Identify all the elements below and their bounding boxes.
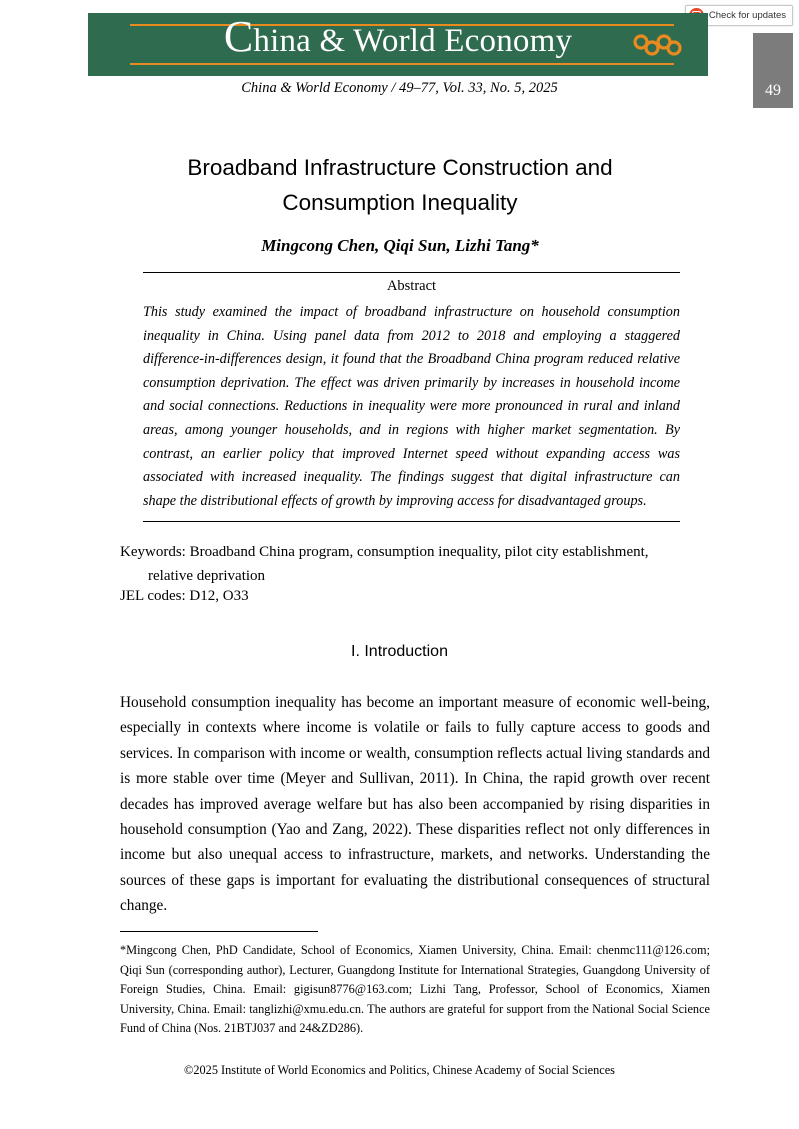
body-paragraph-1: Household consumption inequality has become an important measure of economic well-being, especially in contexts where income is volatile or fails to fully capture access to goods and services. In comparison with income or wealth, consumption reflects actual living standards and is more stable over time (Meyer and Sullivan, 2011). In China, the rapid growth over recent decades has improved average welfare but has also been accompanied by rising disparities in household consumption (Yao and Zang, 2022). These disparities reflect not only differences in income but also unequal access to infrastructure, markets, and networks. Understanding the sources of these gaps is important for evaluating the distributional consequences of structural change.	[120, 694, 710, 915]
footnote-separator	[120, 931, 318, 932]
check-for-updates-label: Check for updates	[708, 10, 786, 21]
title-block	[120, 150, 680, 256]
knot-logo-icon	[628, 33, 684, 59]
abstract-section	[143, 272, 680, 522]
journal-masthead	[88, 13, 708, 76]
copyright-footer: ©2025 Institute of World Economics and Politics, Chinese Academy of Social Sciences	[184, 1063, 615, 1077]
keywords-line2: relative deprivation	[148, 568, 266, 584]
abstract-rule-top	[143, 272, 680, 273]
keywords-line1: Keywords: Broadband China program, consumption inequality, pilot city establishment,	[120, 544, 649, 560]
article-title-line1: Broadband Infrastructure Construction and	[187, 155, 613, 180]
abstract-text: This study examined the impact of broadband infrastructure on household consumption inequality in China. Using panel data from 2012 to 2018 and employing a staggered difference-in-differences design, it found that the Broadband China program reduced relative consumption deprivation. The effect was driven primarily by increases in household income and social connections. Reductions in inequality were more pronounced in rural and inland areas, among younger households, and in regions with higher market segmentation. By contrast, an earlier policy that improved Internet speed without expanding access was associated with increased inequality. The findings suggest that digital infrastructure can shape the distributional effects of growth by improving access for disadvantaged groups.	[143, 304, 680, 509]
jel-codes: JEL codes: D12, O33	[120, 588, 249, 604]
author-list: Mingcong Chen, Qiqi Sun, Lizhi Tang*	[261, 236, 539, 255]
running-head: China & World Economy / 49–77, Vol. 33, No. 5, 2025	[241, 80, 558, 96]
keywords-block	[120, 540, 710, 588]
section-heading-introduction: I. Introduction	[351, 643, 448, 660]
abstract-label: Abstract	[386, 278, 437, 294]
masthead-rule-bottom	[130, 63, 674, 65]
abstract-rule-bottom	[143, 521, 680, 522]
journal-title	[88, 13, 708, 61]
page-number: 49	[765, 82, 781, 99]
journal-title-rest: hina & World Economy	[253, 23, 573, 59]
page-title	[120, 150, 680, 220]
article-title-line2: Consumption Inequality	[282, 190, 518, 215]
footnote-text: *Mingcong Chen, PhD Candidate, School of Economics, Xiamen University, China. Email: chenmc111@126.com; Qiqi Sun (corresponding author), Lecturer, Guangdong Institute for International Strategies, Guangdong University of Foreign Studies, China. Email: gigisun8776@163.com; Lizhi Tang, Professor, School of Economics, Xiamen University, China. Email: tanglizhi@xmu.edu.cn. The authors are grateful for support from the National Social Science Fund of China (Nos. 21BTJ037 and 24&ZD286).	[120, 943, 710, 1036]
journal-title-dropcap: C	[223, 13, 254, 61]
